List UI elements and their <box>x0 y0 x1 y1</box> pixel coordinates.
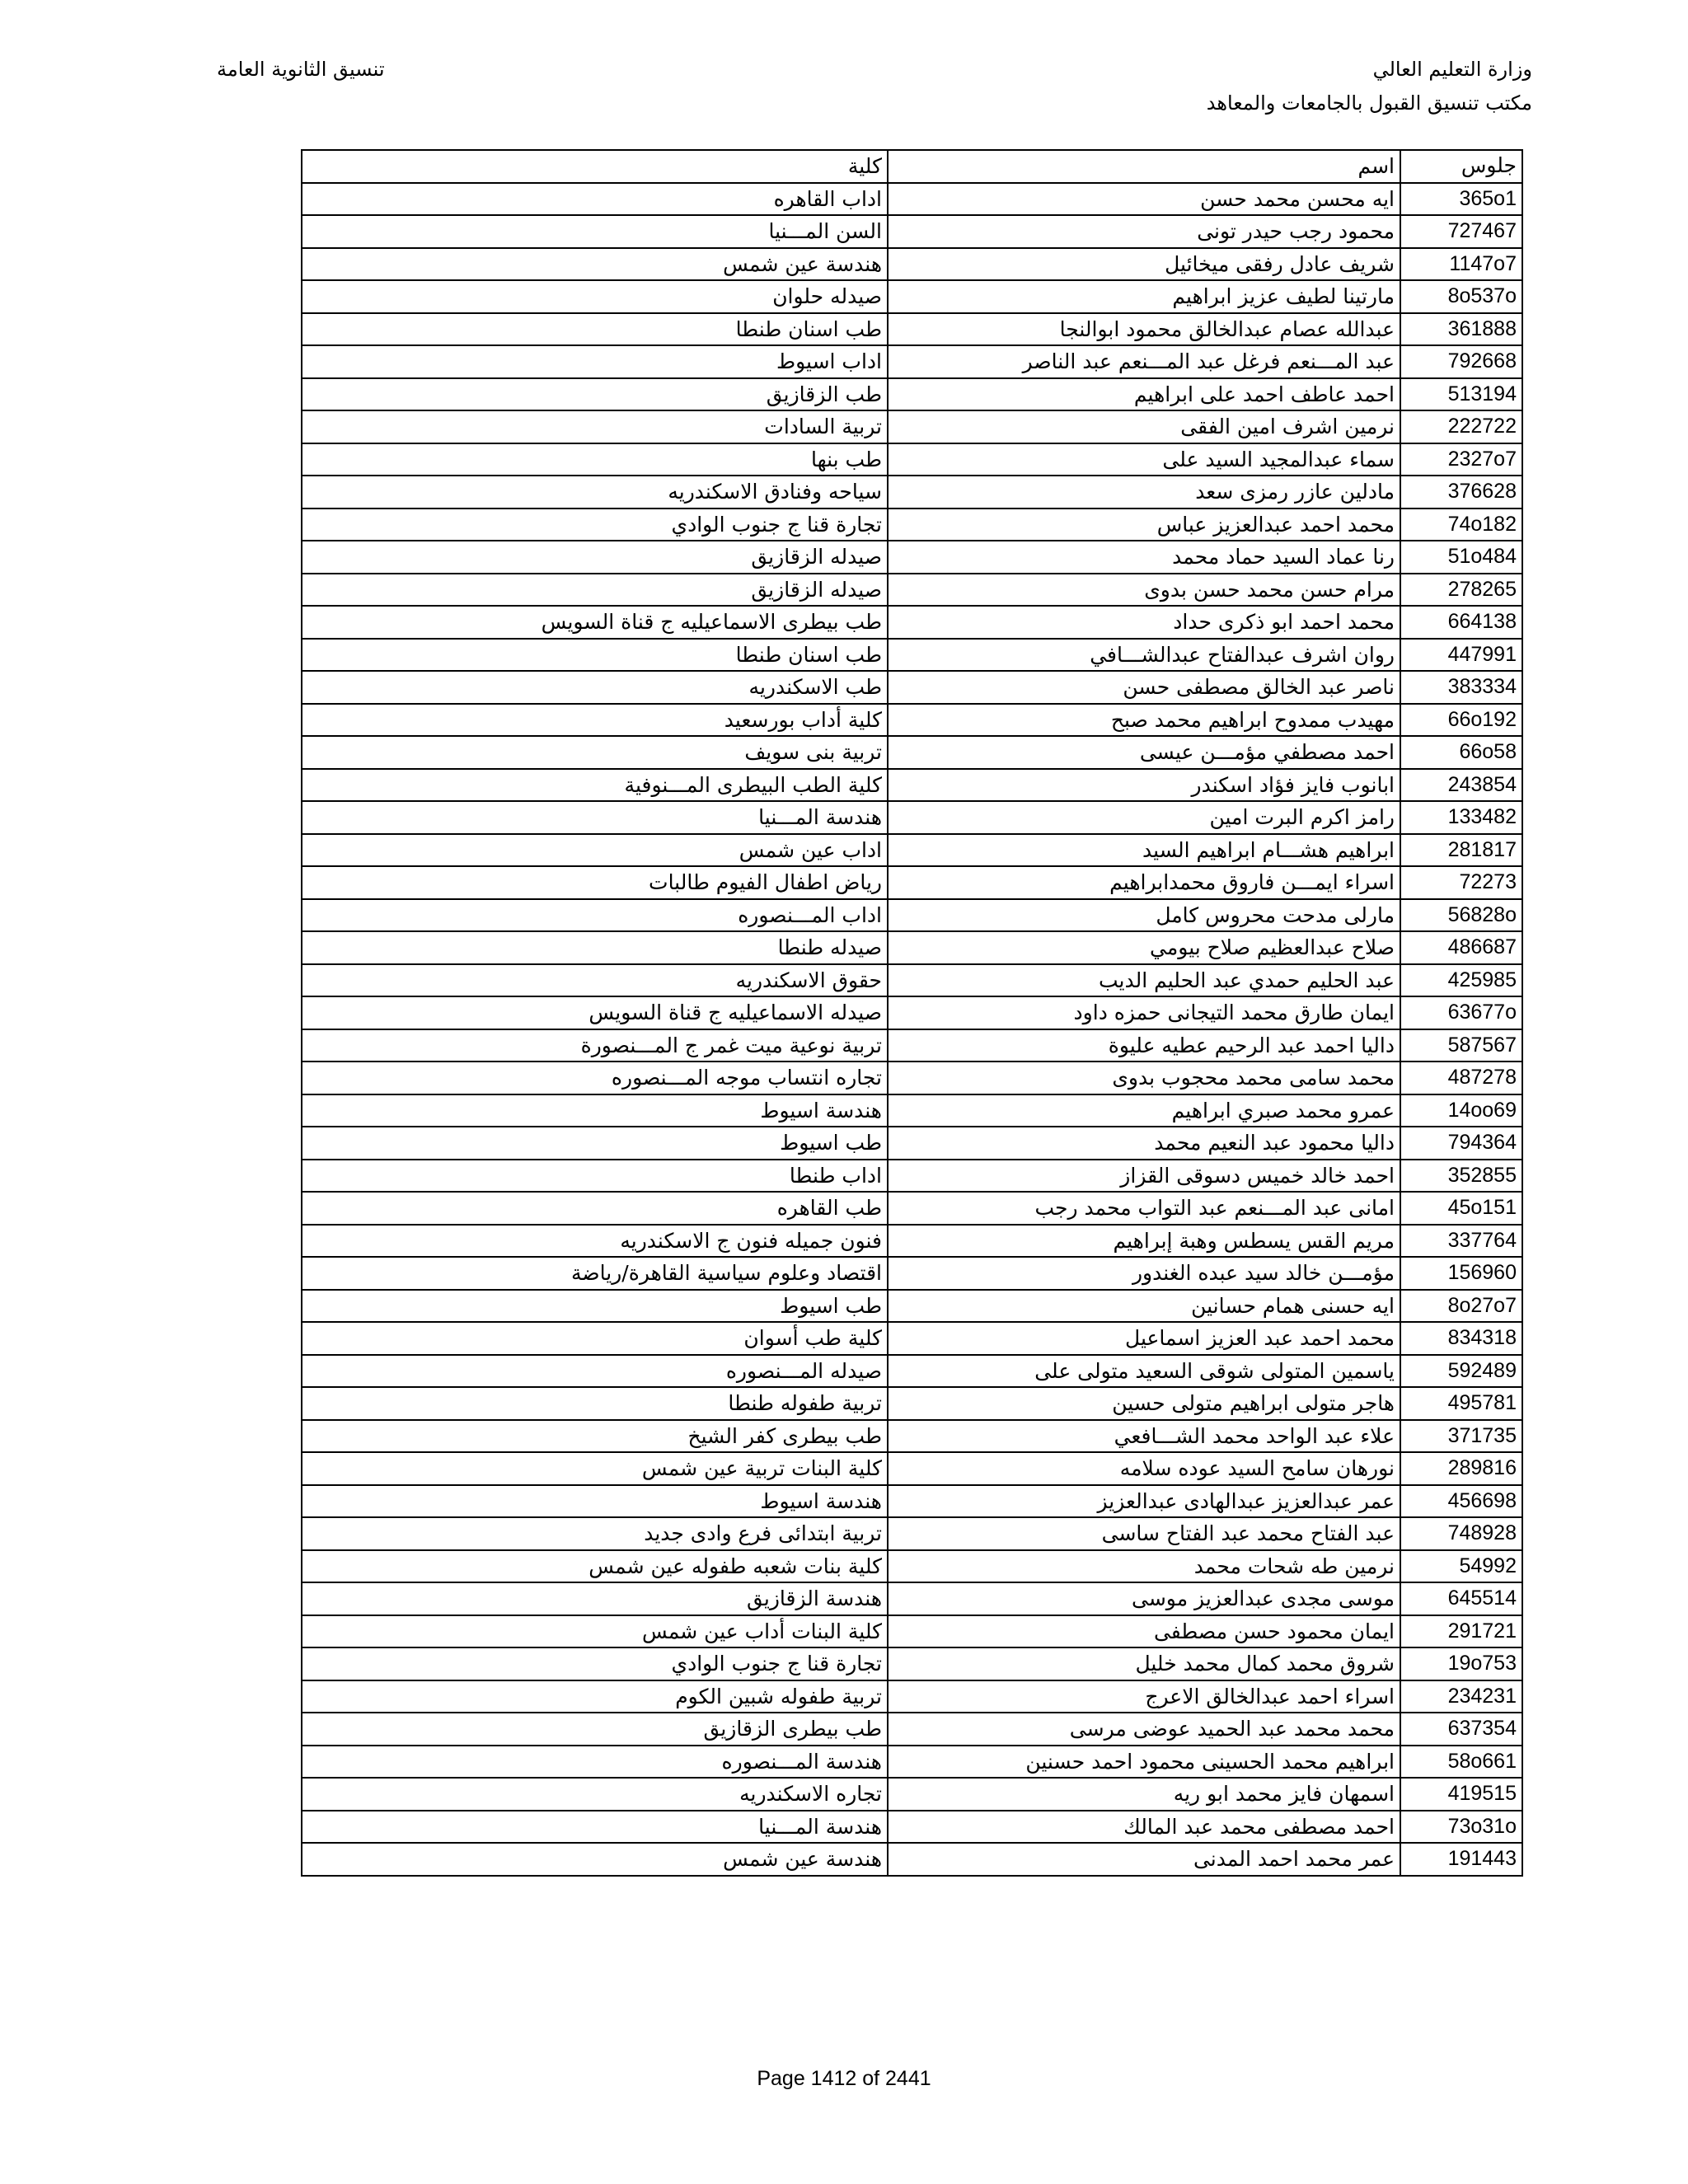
name-cell: مرام حسن محمد حسن بدوى <box>888 574 1400 607</box>
seat-cell: 73o31o <box>1400 1811 1522 1844</box>
name-cell: ياسمين المتولى شوقى السعيد متولى على <box>888 1355 1400 1388</box>
seat-cell: 58o661 <box>1400 1746 1522 1779</box>
faculty-cell: تربية طفوله شبين الكوم <box>302 1680 888 1713</box>
ministry-title: وزارة التعليم العالي <box>1372 58 1532 81</box>
seat-cell: 645514 <box>1400 1582 1522 1615</box>
faculty-cell: طب اسنان طنطا <box>302 313 888 346</box>
name-cell: احمد خالد خميس دسوقى القزاز <box>888 1160 1400 1193</box>
name-cell: داليا احمد عبد الرحيم عطيه عليوة <box>888 1029 1400 1062</box>
faculty-cell: تربية طفوله طنطا <box>302 1387 888 1420</box>
faculty-cell: هندسة الزقازيق <box>302 1582 888 1615</box>
name-cell: محمد احمد عبدالعزيز عباس <box>888 509 1400 541</box>
seat-cell: 495781 <box>1400 1387 1522 1420</box>
seat-cell: 748928 <box>1400 1517 1522 1550</box>
faculty-cell: تجاره الاسكندريه <box>302 1778 888 1811</box>
name-cell: مارتينا لطيف عزيز ابراهيم <box>888 280 1400 313</box>
table-row <box>302 378 1522 411</box>
table-row <box>302 1290 1522 1323</box>
name-cell: مؤمـــن خالد سيد عبده الغندور <box>888 1257 1400 1290</box>
name-cell: مادلين عازر رمزى سعد <box>888 476 1400 509</box>
seat-cell: 419515 <box>1400 1778 1522 1811</box>
header-row <box>302 150 1522 183</box>
table-row <box>302 1225 1522 1258</box>
seat-header: جلوس <box>1400 150 1522 183</box>
table-row <box>302 313 1522 346</box>
faculty-cell: اداب المـــنصوره <box>302 899 888 932</box>
table-row <box>302 931 1522 964</box>
seat-cell: 66o58 <box>1400 736 1522 769</box>
name-cell: رنا عماد السيد حماد محمد <box>888 541 1400 574</box>
table-row <box>302 248 1522 281</box>
name-cell: عبد الفتاح محمد عبد الفتاح ساسى <box>888 1517 1400 1550</box>
table-row <box>302 899 1522 932</box>
faculty-cell: صيدله الزقازيق <box>302 541 888 574</box>
faculty-cell: صيدله حلوان <box>302 280 888 313</box>
name-cell: امانى عبد المـــنعم عبد التواب محمد رجب <box>888 1192 1400 1225</box>
name-cell: رامز اكرم البرت امين <box>888 801 1400 834</box>
page-number: Page 1412 of 2441 <box>757 2067 931 2090</box>
name-cell: مريم القس يسطس وهبة إبراهيم <box>888 1225 1400 1258</box>
seat-cell: 371735 <box>1400 1420 1522 1453</box>
table-row <box>302 639 1522 672</box>
faculty-cell: طب اسيوط <box>302 1127 888 1160</box>
seat-cell: 1147o7 <box>1400 248 1522 281</box>
table-row <box>302 1680 1522 1713</box>
seat-cell: 243854 <box>1400 769 1522 802</box>
seat-cell: 513194 <box>1400 378 1522 411</box>
seat-cell: 425985 <box>1400 964 1522 997</box>
faculty-cell: طب بنها <box>302 443 888 476</box>
faculty-cell: اداب طنطا <box>302 1160 888 1193</box>
seat-cell: 376628 <box>1400 476 1522 509</box>
table-row <box>302 1485 1522 1518</box>
seat-cell: 365o1 <box>1400 183 1522 216</box>
seat-cell: 8o27o7 <box>1400 1290 1522 1323</box>
name-cell: روان اشرف عبدالفتاح عبدالشـــافي <box>888 639 1400 672</box>
faculty-cell: تربية نوعية ميت غمر ج المـــنصورة <box>302 1029 888 1062</box>
faculty-cell: طب اسنان طنطا <box>302 639 888 672</box>
table-row <box>302 866 1522 899</box>
faculty-cell: حقوق الاسكندريه <box>302 964 888 997</box>
name-cell: ايمان محمود حسن مصطفى <box>888 1615 1400 1648</box>
table-row <box>302 443 1522 476</box>
table-row <box>302 964 1522 997</box>
faculty-cell: كلية الطب البيطرى المـــنوفية <box>302 769 888 802</box>
faculty-cell: هندسة اسيوط <box>302 1094 888 1127</box>
seat-cell: 133482 <box>1400 801 1522 834</box>
faculty-cell: كلية البنات تربية عين شمس <box>302 1452 888 1485</box>
table-row <box>302 1615 1522 1648</box>
name-cell: شروق محمد كمال محمد خليل <box>888 1647 1400 1680</box>
faculty-cell: طب بيطرى الاسماعيليه ج قناة السويس <box>302 606 888 639</box>
name-header: اسم <box>888 150 1400 183</box>
name-cell: عبد الحليم حمدي عبد الحليم الديب <box>888 964 1400 997</box>
seat-cell: 66o192 <box>1400 704 1522 737</box>
name-cell: محمد سامى محمد محجوب بدوى <box>888 1062 1400 1094</box>
name-cell: محمد احمد ابو ذكرى حداد <box>888 606 1400 639</box>
faculty-cell: طب القاهره <box>302 1192 888 1225</box>
faculty-cell: تربية السادات <box>302 410 888 443</box>
table-row <box>302 1127 1522 1160</box>
table-row <box>302 769 1522 802</box>
seat-cell: 637354 <box>1400 1713 1522 1746</box>
seat-cell: 289816 <box>1400 1452 1522 1485</box>
name-cell: ابانوب فايز فؤاد اسكندر <box>888 769 1400 802</box>
seat-cell: 486687 <box>1400 931 1522 964</box>
seat-cell: 281817 <box>1400 834 1522 867</box>
faculty-cell: تجارة قنا ج جنوب الوادي <box>302 509 888 541</box>
table-row <box>302 541 1522 574</box>
results-table <box>301 149 1523 1877</box>
table-row <box>302 1647 1522 1680</box>
name-cell: سماء عبدالمجيد السيد على <box>888 443 1400 476</box>
name-cell: مهيدب ممدوح ابراهيم محمد صبح <box>888 704 1400 737</box>
table-row <box>302 1713 1522 1746</box>
table-row <box>302 1843 1522 1876</box>
table-row <box>302 606 1522 639</box>
table-row <box>302 704 1522 737</box>
name-cell: موسى مجدى عبدالعزيز موسى <box>888 1582 1400 1615</box>
name-cell: عمرو محمد صبري ابراهيم <box>888 1094 1400 1127</box>
faculty-cell: طب الزقازيق <box>302 378 888 411</box>
name-cell: محمد احمد عبد العزيز اسماعيل <box>888 1322 1400 1355</box>
seat-cell: 592489 <box>1400 1355 1522 1388</box>
seat-cell: 191443 <box>1400 1843 1522 1876</box>
faculty-cell: تربية ابتدائى فرع وادى جديد <box>302 1517 888 1550</box>
faculty-cell: اقتصاد وعلوم سياسية القاهرة/رياضة <box>302 1257 888 1290</box>
seat-cell: 456698 <box>1400 1485 1522 1518</box>
name-cell: محمود رجب حيدر تونى <box>888 215 1400 248</box>
faculty-cell: هندسة المـــنيا <box>302 1811 888 1844</box>
seat-cell: 361888 <box>1400 313 1522 346</box>
table-row <box>302 1811 1522 1844</box>
faculty-cell: هندسة المـــنيا <box>302 801 888 834</box>
seat-cell: 794364 <box>1400 1127 1522 1160</box>
table-row <box>302 996 1522 1029</box>
faculty-cell: طب بيطرى الزقازيق <box>302 1713 888 1746</box>
faculty-cell: تربية بنى سويف <box>302 736 888 769</box>
faculty-cell: طب الاسكندريه <box>302 671 888 704</box>
name-cell: هاجر متولى ابراهيم متولى حسين <box>888 1387 1400 1420</box>
seat-cell: 74o182 <box>1400 509 1522 541</box>
name-cell: نورهان سامح السيد عوده سلامه <box>888 1452 1400 1485</box>
faculty-cell: سياحه وفنادق الاسكندريه <box>302 476 888 509</box>
faculty-cell: صيدله طنطا <box>302 931 888 964</box>
name-cell: اسراء احمد عبدالخالق الاعرج <box>888 1680 1400 1713</box>
table-row <box>302 1094 1522 1127</box>
name-cell: احمد مصطفى محمد عبد المالك <box>888 1811 1400 1844</box>
name-cell: مارلى مدحت محروس كامل <box>888 899 1400 932</box>
table-row <box>302 1387 1522 1420</box>
name-cell: ايمان طارق محمد التيجانى حمزه داود <box>888 996 1400 1029</box>
faculty-cell: اداب القاهره <box>302 183 888 216</box>
faculty-cell: فنون جميله فنون ج الاسكندريه <box>302 1225 888 1258</box>
seat-cell: 45o151 <box>1400 1192 1522 1225</box>
seat-cell: 352855 <box>1400 1160 1522 1193</box>
table-row <box>302 1257 1522 1290</box>
name-cell: عمر محمد احمد المدنى <box>888 1843 1400 1876</box>
table-row <box>302 215 1522 248</box>
table-row <box>302 1160 1522 1193</box>
table-row <box>302 1517 1522 1550</box>
name-cell: شريف عادل رفقى ميخائيل <box>888 248 1400 281</box>
table-row <box>302 1452 1522 1485</box>
faculty-cell: كلية بنات شعبه طفوله عين شمس <box>302 1550 888 1583</box>
office-title: مكتب تنسيق القبول بالجامعات والمعاهد <box>1206 91 1532 115</box>
name-cell: اسراء ايمـــن فاروق محمدابراهيم <box>888 866 1400 899</box>
table-row <box>302 509 1522 541</box>
name-cell: محمد محمد عبد الحميد عوضى مرسى <box>888 1713 1400 1746</box>
faculty-cell: هندسة عين شمس <box>302 1843 888 1876</box>
name-cell: عبدالله عصام عبدالخالق محمود ابوالنجا <box>888 313 1400 346</box>
seat-cell: 54992 <box>1400 1550 1522 1583</box>
name-cell: ابراهيم محمد الحسينى محمود احمد حسنين <box>888 1746 1400 1779</box>
faculty-cell: صيدله المـــنصوره <box>302 1355 888 1388</box>
seat-cell: 278265 <box>1400 574 1522 607</box>
seat-cell: 664138 <box>1400 606 1522 639</box>
seat-cell: 51o484 <box>1400 541 1522 574</box>
seat-cell: 222722 <box>1400 410 1522 443</box>
faculty-cell: تجارة قنا ج جنوب الوادي <box>302 1647 888 1680</box>
faculty-cell: كلية طب أسوان <box>302 1322 888 1355</box>
name-cell: داليا محمود عبد النعيم محمد <box>888 1127 1400 1160</box>
seat-cell: 291721 <box>1400 1615 1522 1648</box>
faculty-cell: هندسة اسيوط <box>302 1485 888 1518</box>
seat-cell: 234231 <box>1400 1680 1522 1713</box>
table-row <box>302 1029 1522 1062</box>
faculty-cell: صيدله الاسماعيليه ج قناة السويس <box>302 996 888 1029</box>
seat-cell: 487278 <box>1400 1062 1522 1094</box>
faculty-cell: رياض اطفال الفيوم طالبات <box>302 866 888 899</box>
table-row <box>302 736 1522 769</box>
name-cell: احمد عاطف احمد على ابراهيم <box>888 378 1400 411</box>
faculty-header: كلية <box>302 150 888 183</box>
seat-cell: 383334 <box>1400 671 1522 704</box>
table-row <box>302 280 1522 313</box>
faculty-cell: كلية أداب بورسعيد <box>302 704 888 737</box>
name-cell: علاء عبد الواحد محمد الشـــافعي <box>888 1420 1400 1453</box>
table-row <box>302 671 1522 704</box>
seat-cell: 19o753 <box>1400 1647 1522 1680</box>
faculty-cell: هندسة المـــنصوره <box>302 1746 888 1779</box>
seat-cell: 72273 <box>1400 866 1522 899</box>
name-cell: ناصر عبد الخالق مصطفى حسن <box>888 671 1400 704</box>
table-row <box>302 1550 1522 1583</box>
name-cell: اسمهان فايز محمد ابو ريه <box>888 1778 1400 1811</box>
faculty-cell: تجاره انتساب موجه المـــنصوره <box>302 1062 888 1094</box>
table-row <box>302 410 1522 443</box>
faculty-cell: السن المـــنيا <box>302 215 888 248</box>
table-row <box>302 1746 1522 1779</box>
faculty-cell: اداب عين شمس <box>302 834 888 867</box>
name-cell: صلاح عبدالعظيم صلاح بيومي <box>888 931 1400 964</box>
seat-cell: 834318 <box>1400 1322 1522 1355</box>
table-row <box>302 1582 1522 1615</box>
name-cell: نرمين طه شحات محمد <box>888 1550 1400 1583</box>
name-cell: عمر عبدالعزيز عبدالهادى عبدالعزيز <box>888 1485 1400 1518</box>
seat-cell: 727467 <box>1400 215 1522 248</box>
faculty-cell: طب اسيوط <box>302 1290 888 1323</box>
faculty-cell: هندسة عين شمس <box>302 248 888 281</box>
table-row <box>302 476 1522 509</box>
table-row <box>302 834 1522 867</box>
name-cell: نرمين اشرف امين الفقى <box>888 410 1400 443</box>
seat-cell: 56828o <box>1400 899 1522 932</box>
table-row <box>302 1062 1522 1094</box>
name-cell: عبد المـــنعم فرغل عبد المـــنعم عبد الناصر <box>888 345 1400 378</box>
seat-cell: 792668 <box>1400 345 1522 378</box>
table-row <box>302 183 1522 216</box>
table-row <box>302 1420 1522 1453</box>
table-row <box>302 801 1522 834</box>
name-cell: ابراهيم هشـــام ابراهيم السيد <box>888 834 1400 867</box>
faculty-cell: طب بيطرى كفر الشيخ <box>302 1420 888 1453</box>
table-row <box>302 1322 1522 1355</box>
seat-cell: 337764 <box>1400 1225 1522 1258</box>
faculty-cell: كلية البنات أداب عين شمس <box>302 1615 888 1648</box>
seat-cell: 587567 <box>1400 1029 1522 1062</box>
seat-cell: 156960 <box>1400 1257 1522 1290</box>
seat-cell: 14oo69 <box>1400 1094 1522 1127</box>
name-cell: ايه محسن محمد حسن <box>888 183 1400 216</box>
coordination-title: تنسيق الثانوية العامة <box>217 58 385 81</box>
table-row <box>302 1778 1522 1811</box>
name-cell: ايه حسنى همام حسانين <box>888 1290 1400 1323</box>
faculty-cell: اداب اسيوط <box>302 345 888 378</box>
seat-cell: 447991 <box>1400 639 1522 672</box>
seat-cell: 8o537o <box>1400 280 1522 313</box>
faculty-cell: صيدله الزقازيق <box>302 574 888 607</box>
table-row <box>302 574 1522 607</box>
name-cell: احمد مصطفي مؤمـــن عيسى <box>888 736 1400 769</box>
table-row <box>302 345 1522 378</box>
seat-cell: 2327o7 <box>1400 443 1522 476</box>
table-row <box>302 1192 1522 1225</box>
seat-cell: 63677o <box>1400 996 1522 1029</box>
table-row <box>302 1355 1522 1388</box>
